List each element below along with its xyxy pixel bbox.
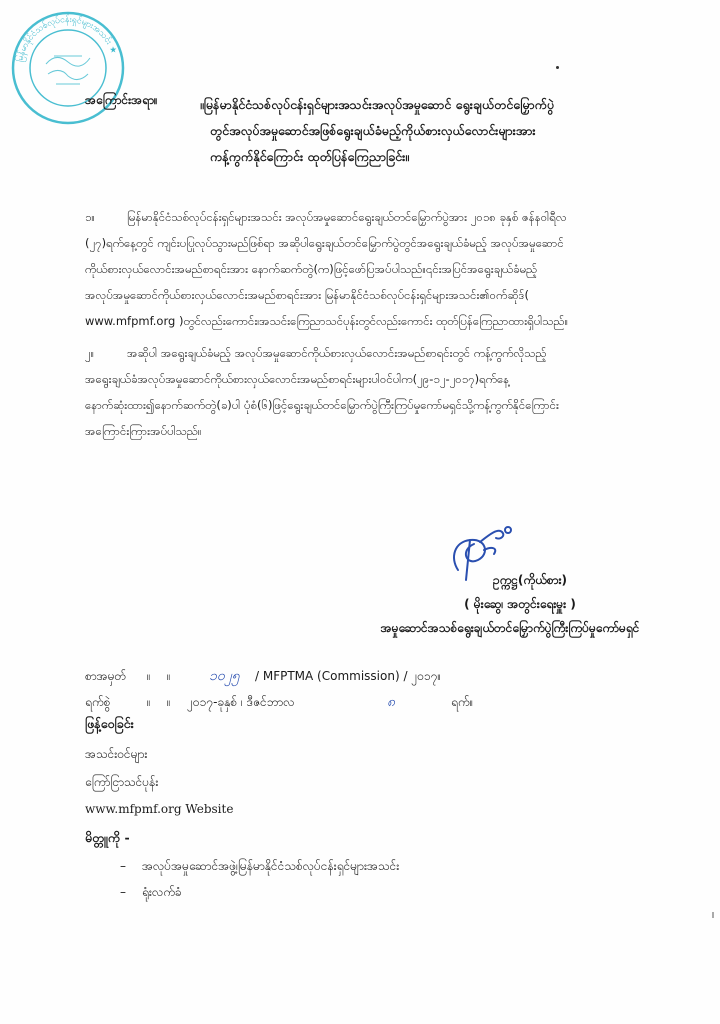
subject-title-line: တွင်အလုပ်အမှုဆောင်အဖြစ်ရွေးချယ်ခံမည့်ကိုယ်စားလှယ်လောင်းများအား — [210, 123, 536, 138]
organization-seal — [8, 8, 128, 128]
cc-item-text: ရုံးလက်ခံ — [142, 885, 182, 899]
cc-item: – ရုံးလက်ခံ — [120, 885, 182, 899]
paragraph-number: ၁။ — [85, 210, 95, 224]
scan-edge-mark — [712, 912, 714, 918]
subject-label: အကြောင်းအရာ။ — [85, 93, 158, 107]
paragraph-line: www.mfpmf.org )တွင်လည်းကောင်း၊အသင်းကြေညာသင်ပုန်းတွင်လည်းကောင်း ထုတ်ပြန်ကြေညာထားရှိပါသည်။ — [85, 314, 569, 328]
body-paragraph-2 — [85, 340, 685, 444]
paragraph-line: အဆိုပါ အရွေးချယ်ခံမည့် အလုပ်အမှုဆောင်ကိုယ်စားလှယ်လောင်းအမည်စာရင်းတွင် ကန့်ကွက်လိုသည့် — [127, 346, 547, 360]
separator: ။ — [147, 695, 151, 709]
letter-number-label: စာအမှတ် — [85, 669, 127, 683]
paragraph-line: (၂၇)ရက်နေ့တွင် ကျင်းပပြုလုပ်သွားမည်ဖြစ်ရာ အဆိုပါရွေးချယ်တင်မြှောက်ပွဲတွင်အရွေးချယ်ခံမည့် အလုပ်အမှုဆောင် — [85, 236, 564, 250]
distribution-item: www.mfpmf.org Website — [85, 802, 234, 816]
scan-dot — [556, 66, 559, 69]
subject-title-line: ။မြန်မာနိုင်ငံသစ်လုပ်ငန်းရှင်များအသင်းအလုပ်အမှုဆောင် ရွေးချယ်တင်မြှောက်ပွဲ — [200, 97, 554, 112]
paragraph-line: အကြောင်းကြားအပ်ပါသည်။ — [85, 424, 202, 438]
svg-text:မြန်မာနိုင်ငံသစ်လုပ်ငန်းရှင်မျ: မြန်မာနိုင်ငံသစ်လုပ်ငန်းရှင်များအသင်း ★ — [15, 14, 119, 63]
signatory-role: ဥက္ကဋ္ဌ(ကိုယ်စား) — [492, 573, 567, 587]
date-text: ၂၀၁၇-ခုနှစ် ၊ ဒီဇင်ဘာလ — [187, 695, 295, 709]
distribution-item: အသင်းဝင်များ — [85, 747, 148, 761]
subject-title-line: ကန့်ကွက်နိုင်ကြောင်း ထုတ်ပြန်ကြေညာခြင်း။ — [210, 149, 410, 164]
handwritten-day: ၈ — [387, 694, 395, 710]
date-label: ရက်စွဲ — [85, 695, 111, 709]
separator: ။ — [167, 669, 171, 683]
reference-code: / MFPTMA (Commission) / ၂၀၁၇။ — [255, 669, 442, 683]
paragraph-line: အလုပ်အမှုဆောင်ကိုယ်စားလှယ်လောင်းအမည်စာရင်းအား မြန်မာနိုင်ငံသစ်လုပ်ငန်းရှင်များအသင်း၏ဝက်ဆိုဒ်( — [85, 288, 529, 302]
cc-item-text: အလုပ်အမှုဆောင်အဖွဲ့၊မြန်မာနိုင်ငံသစ်လုပ်ငန်းရှင်များအသင်း — [142, 859, 400, 873]
cc-heading: မိတ္တူကို - — [85, 830, 130, 845]
cc-item: – အလုပ်အမှုဆောင်အဖွဲ့၊မြန်မာနိုင်ငံသစ်လုပ်ငန်းရှင်များအသင်း — [120, 859, 400, 873]
handwritten-letter-number: ၁၀၂၅ — [209, 668, 240, 684]
separator: ။ — [167, 695, 171, 709]
paragraph-number: ၂။ — [85, 346, 95, 360]
body-paragraph-1 — [85, 204, 685, 334]
paragraph-line: ကိုယ်စားလှယ်လောင်းအမည်စာရင်းအား နောက်ဆက်တွဲ(က)ဖြင့်ဖော်ပြအပ်ပါသည်။၎င်းအပြင်အရွေးချယ်ခံမည့် — [85, 262, 538, 276]
signature-block — [320, 568, 700, 640]
subject-title — [200, 92, 680, 170]
paragraph-line: နောက်ဆုံးထား၍နောက်ဆက်တွဲ(ခ)ပါ ပုံစံ(၆)ဖြင့်ရွေးချယ်တင်မြှောက်ပွဲကြီးကြပ်မှုကော်မရှင်သို့ကန့်ကွက်နိုင်ကြောင်း — [85, 398, 559, 412]
paragraph-line: မြန်မာနိုင်ငံသစ်လုပ်ငန်းရှင်များအသင်း အလုပ်အမှုဆောင်ရွေးချယ်တင်မြှောက်ပွဲအား ၂၀၁၈ ခုနှစ် ဇန်နဝါရီလ — [127, 210, 567, 224]
distribution-heading: ဖြန့်ဝေခြင်း — [85, 716, 134, 731]
separator: ။ — [147, 669, 151, 683]
distribution-item: ကြော်ငြာသင်ပုန်း — [85, 775, 159, 789]
paragraph-line: အရွေးချယ်ခံအလုပ်အမှုဆောင်ကိုယ်စားလှယ်လောင်းအမည်စာရင်းများပါဝင်ပါက(၂၉-၁၂-၂၀၁၇)ရက်နေ့ — [85, 372, 510, 386]
signatory-body: အမှုဆောင်အသစ်ရွေးချယ်တင်မြှောက်ပွဲကြီးကြပ်မှုကော်မရှင် — [380, 621, 640, 635]
signatory-name: ( မိုးဆွေ၊ အတွင်းရေးမှူး ) — [464, 597, 576, 611]
day-suffix: ရက်။ — [451, 695, 474, 709]
